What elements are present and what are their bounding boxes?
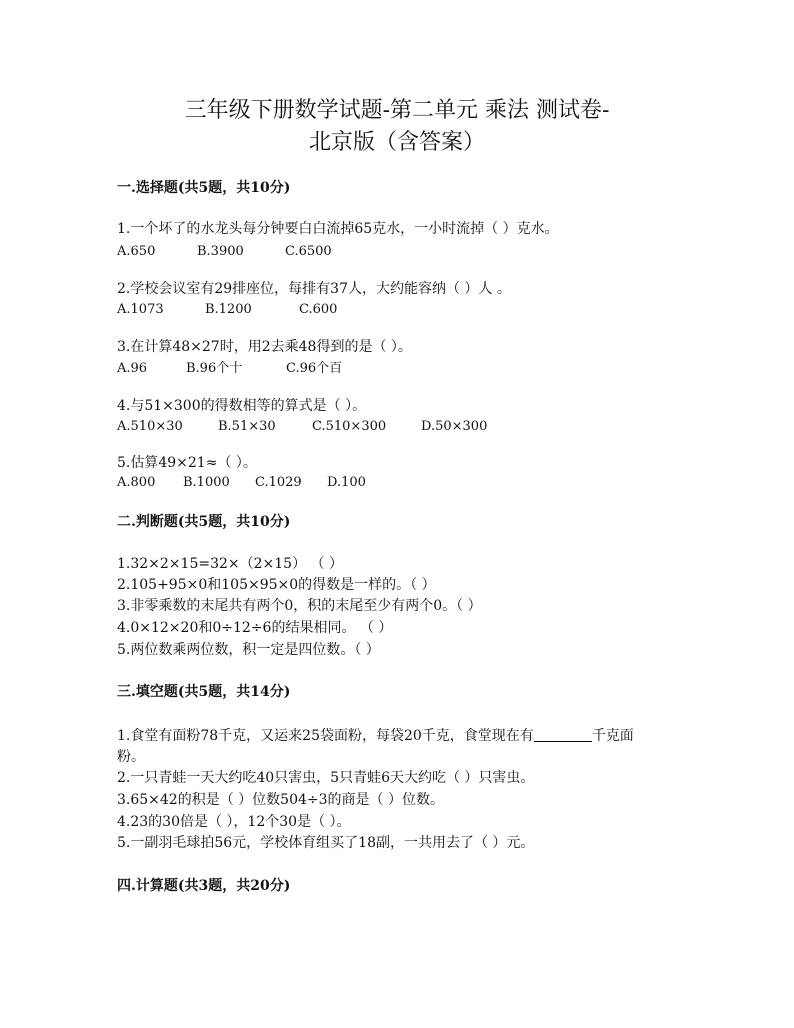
option: B.1200 [205, 302, 252, 317]
option: B.51×30 [218, 419, 276, 434]
choice-question-5: 5.估算49×21≈（ ）。 [117, 455, 257, 471]
option: A.1073 [117, 302, 164, 317]
choice-options-4 [117, 418, 487, 436]
page-title-line1: 三年级下册数学试题-第二单元 乘法 测试卷- [184, 98, 610, 123]
option: C.510×300 [312, 419, 387, 434]
section-heading-fill: 三.填空题(共5题，共14分) [117, 684, 291, 700]
answer-blank [534, 727, 592, 742]
fill-text: 千克面 [591, 728, 634, 744]
option: C.1029 [255, 475, 302, 490]
choice-question-4: 4.与51×300的得数相等的算式是（ ）。 [117, 398, 367, 414]
fill-question-4: 4.23的30倍是（ ），12个30是（ ）。 [117, 814, 351, 830]
choice-options-1 [117, 243, 332, 261]
option: A.650 [117, 244, 156, 259]
fill-question-1-cont: 粉。 [117, 749, 145, 765]
option: C.600 [299, 302, 338, 317]
section-heading-judge: 二.判断题(共5题，共10分) [117, 514, 291, 530]
judge-item-3: 3.非零乘数的末尾共有两个0，积的末尾至少有两个0。（ ） [117, 598, 482, 614]
section-heading-calc: 四.计算题(共3题，共20分) [117, 878, 291, 894]
judge-item-1: 1.32×2×15=32×（2×15） （ ） [117, 556, 343, 572]
option: D.100 [327, 475, 366, 490]
judge-item-4: 4.0×12×20和0÷12÷6的结果相同。 （ ） [117, 620, 393, 636]
choice-options-3 [117, 360, 342, 378]
option: A.510×30 [117, 419, 183, 434]
judge-item-5: 5.两位数乘两位数，积一定是四位数。（ ） [117, 642, 380, 658]
section-heading-choice: 一.选择题(共5题，共10分) [117, 180, 291, 196]
option: B.3900 [197, 244, 244, 259]
fill-question-3: 3.65×42的积是（ ）位数504÷3的商是（ ）位数。 [117, 792, 444, 808]
fill-question-1 [117, 726, 634, 746]
option: C.6500 [285, 244, 332, 259]
page-title-line2: 北京版（含答案） [308, 130, 485, 155]
judge-item-2: 2.105+95×0和105×95×0的得数是一样的。（ ） [117, 577, 436, 593]
option: A.96 [117, 361, 148, 376]
choice-options-2 [117, 301, 337, 319]
option: D.50×300 [421, 419, 488, 434]
option: B.96个十 [186, 361, 243, 376]
choice-options-5 [117, 474, 366, 492]
choice-question-2: 2.学校会议室有29排座位，每排有37人，大约能容纳（ ）人 。 [117, 281, 511, 297]
option: C.96个百 [286, 361, 343, 376]
choice-question-1: 1.一个坏了的水龙头每分钟要白白流掉65克水，一小时流掉（ ）克水。 [117, 221, 559, 237]
option: A.800 [117, 475, 156, 490]
fill-text: 1.食堂有面粉78千克，又运来25袋面粉，每袋20千克，食堂现在有 [117, 728, 534, 744]
option: B.1000 [183, 475, 230, 490]
fill-question-5: 5.一副羽毛球拍56元，学校体育组买了18副，一共用去了（ ）元。 [117, 835, 535, 851]
choice-question-3: 3.在计算48×27时，用2去乘48得到的是（ ）。 [117, 339, 412, 355]
fill-question-2: 2.一只青蛙一天大约吃40只害虫，5只青蛙6天大约吃（ ）只害虫。 [117, 770, 535, 786]
